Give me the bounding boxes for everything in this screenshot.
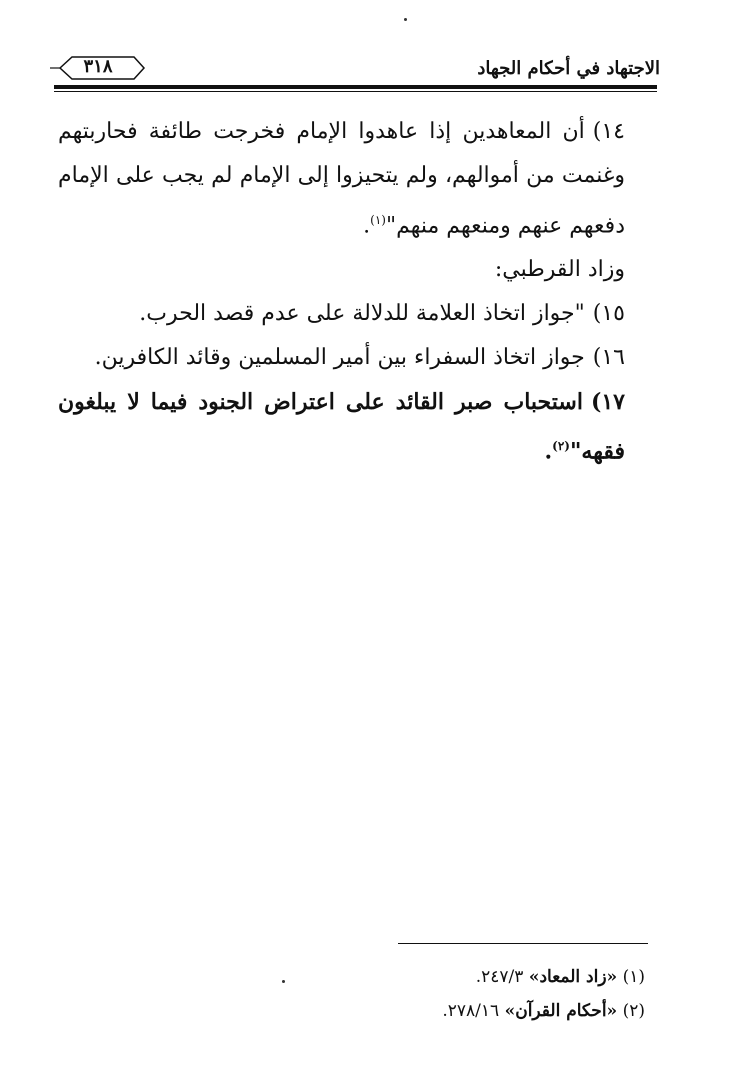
- item-tail: .: [544, 438, 553, 465]
- item-text: أن المعاهدين إذا عاهدوا الإمام فخرجت طائفة فحاربتهم وغنمت من أموالهم، ولم يتحيزوا إلى الإمام لم يجب على الإمام دفعهم عنهم ومنعهم منهم": [58, 119, 625, 239]
- footnote-separator: [398, 943, 648, 944]
- footnotes: [245, 960, 645, 1028]
- list-item-15: [58, 292, 625, 336]
- footnote-number: (٢): [622, 1001, 645, 1021]
- page-number: ٣١٨: [83, 56, 113, 77]
- item-number: ١٤): [592, 119, 625, 144]
- intro-text: وزاد القرطبي:: [494, 257, 625, 283]
- list-item-17: [58, 380, 625, 473]
- footnote-title: «زاد المعاد»: [528, 967, 618, 987]
- item-text: "جواز اتخاذ العلامة للدلالة على عدم قصد الحرب.: [139, 301, 585, 327]
- item-text: جواز اتخاذ السفراء بين أمير المسلمين وقائد الكافرين.: [94, 345, 585, 371]
- footnote-ref-2[interactable]: (٢): [552, 439, 570, 454]
- footnote-ref-1[interactable]: (١): [370, 213, 386, 227]
- scan-speck-top: [404, 18, 407, 21]
- item-number: ١٥): [592, 301, 625, 327]
- footnote-ref: ٢٤٧/٣.: [475, 967, 524, 987]
- item-number: ١٦): [592, 345, 625, 371]
- footnote-number: (١): [622, 967, 645, 987]
- item-text: استحباب صبر القائد على اعتراض الجنود فيما لا يبلغون فقهه": [58, 389, 625, 465]
- list-item-14: [58, 110, 625, 248]
- page-header: [44, 50, 660, 90]
- footnote-ref: ٢٧٨/١٦.: [442, 1001, 500, 1021]
- footnote-2: [245, 994, 645, 1028]
- item-tail: .: [363, 213, 371, 239]
- running-title: الاجتهاد في أحكام الجهاد: [477, 58, 660, 79]
- footnote-title: «أحكام القرآن»: [504, 1001, 618, 1021]
- list-item-16: [58, 336, 625, 380]
- intro-line: [58, 248, 625, 292]
- main-text: [58, 110, 625, 474]
- header-rule-thin: [54, 91, 657, 92]
- footnote-1: [245, 960, 645, 994]
- item-number: ١٧): [590, 389, 625, 416]
- page-number-badge: [50, 53, 146, 83]
- header-rule-thick: [54, 85, 657, 89]
